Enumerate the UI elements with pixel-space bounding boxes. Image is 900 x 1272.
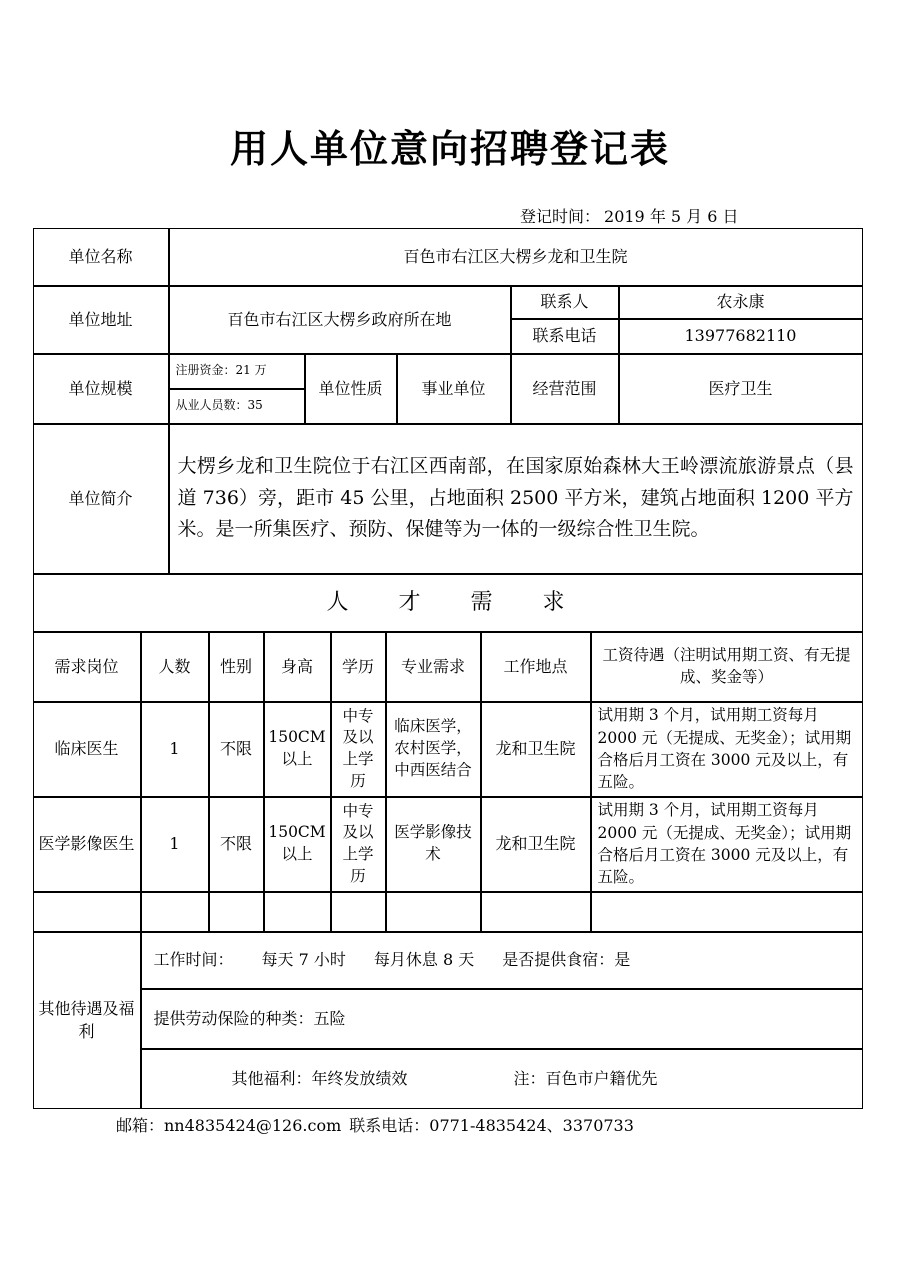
unit-name-label: 单位名称	[33, 228, 169, 286]
talent-demand-heading: 人才需求	[33, 574, 863, 632]
work-time-label: 工作时间：	[153, 950, 234, 970]
phone-label: 联系电话	[511, 319, 619, 354]
meals-lodging: 是否提供食宿：是	[502, 950, 631, 970]
table-row-education: 中专及以上学历	[331, 702, 386, 797]
header-wage: 工资待遇（注明试用期工资、有无提成、奖金等）	[591, 632, 863, 702]
contact-label: 联系人	[511, 286, 619, 319]
insurance-type: 提供劳动保险的种类：五险	[153, 1008, 346, 1028]
table-row-location: 龙和卫生院	[481, 797, 591, 892]
unit-intro-label: 单位简介	[33, 424, 169, 574]
monthly-rest: 每月休息 8 天	[373, 950, 475, 970]
page-title: 用人单位意向招聘登记表	[229, 127, 670, 171]
benefits-label: 其他待遇及福利	[33, 932, 141, 1109]
empty-cell	[209, 892, 264, 932]
header-height: 身高	[264, 632, 331, 702]
table-row-wage: 试用期 3 个月，试用期工资每月 2000 元（无提成、无奖金）；试用期合格后月工资在 3000 元及以上，有五险。	[591, 797, 863, 892]
business-scope-label: 经营范围	[511, 354, 619, 424]
table-row-count: 1	[141, 702, 209, 797]
table-row-gender: 不限	[209, 702, 264, 797]
header-education: 学历	[331, 632, 386, 702]
table-row-gender: 不限	[209, 797, 264, 892]
header-post: 需求岗位	[33, 632, 141, 702]
insurance-row	[141, 989, 863, 1049]
table-row-major: 临床医学，农村医学，中西医结合	[386, 702, 481, 797]
table-row-major: 医学影像技术	[386, 797, 481, 892]
header-count: 人数	[141, 632, 209, 702]
footer-phone: 联系电话：0771-4835424、3370733	[349, 1116, 634, 1135]
table-row-height: 150CM 以上	[264, 797, 331, 892]
other-benefits: 其他福利：年终发放绩效	[231, 1068, 408, 1088]
registered-capital: 注册资金：21 万	[169, 354, 305, 389]
contact-value: 农永康	[619, 286, 863, 319]
empty-cell	[591, 892, 863, 932]
empty-cell	[141, 892, 209, 932]
unit-nature-label: 单位性质	[305, 354, 397, 424]
register-date-label: 登记时间：	[520, 207, 601, 226]
unit-name-value: 百色市右江区大楞乡龙和卫生院	[169, 228, 863, 286]
staff-count: 从业人员数：35	[169, 389, 305, 424]
table-row-wage: 试用期 3 个月，试用期工资每月 2000 元（无提成、无奖金）；试用期合格后月工资在 3000 元及以上，有五险。	[591, 702, 863, 797]
header-location: 工作地点	[481, 632, 591, 702]
table-row-location: 龙和卫生院	[481, 702, 591, 797]
unit-scale-label: 单位规模	[33, 354, 169, 424]
business-scope-value: 医疗卫生	[619, 354, 863, 424]
footer-contact	[116, 1113, 642, 1136]
table-row-post: 医学影像医生	[33, 797, 141, 892]
register-date	[520, 204, 743, 227]
unit-nature-value: 事业单位	[397, 354, 511, 424]
empty-cell	[331, 892, 386, 932]
registration-table	[33, 228, 863, 1109]
phone-value: 13977682110	[619, 319, 863, 354]
empty-cell	[481, 892, 591, 932]
household-note: 注：百色市户籍优先	[513, 1068, 658, 1088]
header-gender: 性别	[209, 632, 264, 702]
header-major: 专业需求	[386, 632, 481, 702]
other-benefits-row	[141, 1049, 863, 1109]
unit-address-label: 单位地址	[33, 286, 169, 354]
daily-hours: 每天 7 小时	[261, 950, 346, 970]
table-row-height: 150CM 以上	[264, 702, 331, 797]
table-row-education: 中专及以上学历	[331, 797, 386, 892]
empty-cell	[264, 892, 331, 932]
register-date-value: 2019 年 5 月 6 日	[604, 207, 739, 226]
table-row-post: 临床医生	[33, 702, 141, 797]
footer-email: 邮箱：nn4835424@126.com	[116, 1116, 342, 1135]
unit-intro-value: 大楞乡龙和卫生院位于右江区西南部，在国家原始森林大王岭漂流旅游景点（县道 736）旁，距市 45 公里，占地面积 2500 平方米，建筑占地面积 1200 平方米。是一所集医疗、预防、保健等为一体的一级综合性卫生院。	[169, 424, 863, 574]
empty-cell	[33, 892, 141, 932]
unit-address-value: 百色市右江区大楞乡政府所在地	[169, 286, 511, 354]
table-row-count: 1	[141, 797, 209, 892]
empty-cell	[386, 892, 481, 932]
work-time-row	[141, 932, 863, 989]
